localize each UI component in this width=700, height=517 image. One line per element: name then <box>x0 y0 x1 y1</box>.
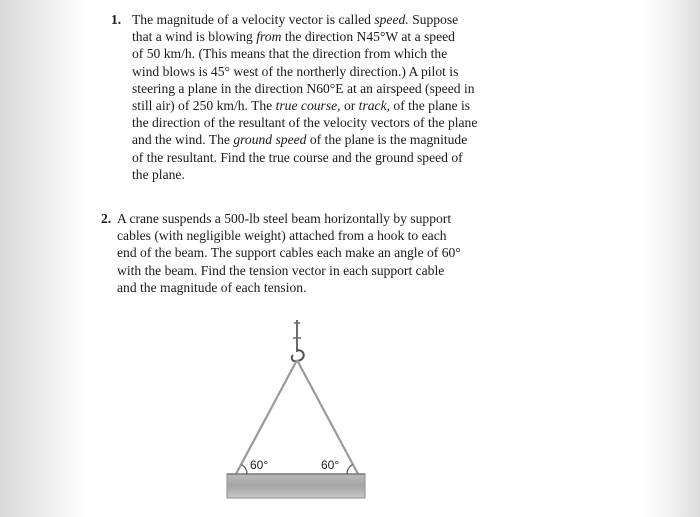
right-angle-label: 60° <box>321 458 340 472</box>
problem-2-line: A crane suspends a 500-lb steel beam horizontally by support <box>117 211 452 226</box>
left-cable <box>236 360 297 474</box>
problem-1-line: that a wind is blowing from the direction N45°W at a speed <box>132 29 455 45</box>
problem-2-number: 2. <box>101 211 112 226</box>
problem-1-line: wind blows is 45° west of the northerly direction.) A pilot is <box>132 63 459 79</box>
right-cable <box>297 360 358 474</box>
problem-1-line: of the resultant. Find the true course and the ground speed of <box>132 149 463 165</box>
left-angle-label: 60° <box>250 458 269 472</box>
problem-1-line: the plane. <box>132 166 185 182</box>
problem-1-line: of 50 km/h. (This means that the direction from which the <box>132 46 448 62</box>
problem-2-line: and the magnitude of each tension. <box>117 279 307 295</box>
problem-2-line: cables (with negligible weight) attached from a hook to each <box>117 228 447 244</box>
left-angle-arc <box>242 465 248 475</box>
problem-1-line: and the wind. The ground speed of the plane is the magnitude <box>132 132 468 148</box>
problem-1-line: the direction of the resultant of the velocity vectors of the plane <box>132 115 478 131</box>
steel-beam <box>227 474 365 498</box>
problem-1-line: The magnitude of a velocity vector is called speed. Suppose <box>132 12 459 27</box>
problem-1-line: still air) of 250 km/h. The true course, or track, of the plane is <box>132 98 471 114</box>
problem-1-number: 1. <box>111 12 122 27</box>
problem-2-line: with the beam. Find the tension vector in each support cable <box>117 262 445 278</box>
right-angle-arc <box>347 465 353 475</box>
problem-2-line: end of the beam. The support cables each make an angle of 60° <box>117 245 461 261</box>
problem-1-line: steering a plane in the direction N60°E at an airspeed (speed in <box>132 80 475 96</box>
